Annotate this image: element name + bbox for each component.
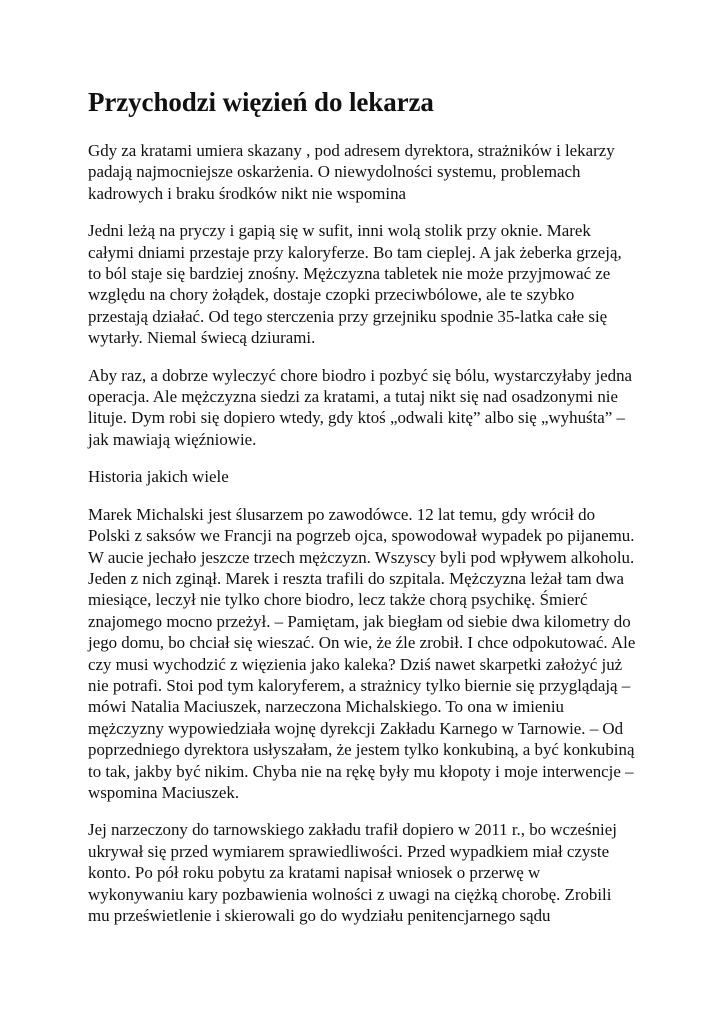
section-heading: Historia jakich wiele (88, 467, 229, 487)
body-paragraph: Marek Michalski jest ślusarzem po zawodówce. 12 lat temu, gdy wrócił do Polski z saksów we Francji na pogrzeb ojca, spowodował wypadek po pijanemu. W aucie jechało jeszcze trzech mężczyzn. Wszyscy byli pod wpływem alkoholu. Jeden z nich zginął. Marek i reszta trafili do szpitala. Mężczyzna leżał tam dwa miesiące, leczył nie tylko chore biodro, lecz także chorą psychikę. Śmierć znajomego mocno przeżył. – Pamiętam, jak biegłam od siebie dwa kilometry do jego domu, bo chciał się wieszać. On wie, że źle zrobił. I chce odpokutować. Ale czy musi wychodzić z więzienia jako kaleka? Dziś nawet skarpetki założyć już nie potrafi. Stoi pod tym kaloryferem, a strażnicy tylko biernie się przyglądają – mówi Natalia Maciuszek, narzeczona Michalskiego. To ona w imieniu mężczyzny wypowiedziała wojnę dyrekcji Zakładu Karnego w Tarnowie. – Od poprzedniego dyrektora usłyszałam, że jestem tylko konkubiną, a być konkubiną to tak, jakby być nikim. Chyba nie na rękę były mu kłopoty i moje interwencje – wspomina Maciuszek. (88, 504, 636, 802)
document-page (88, 84, 636, 942)
body-paragraph: Jedni leżą na pryczy i gapią się w sufit, inni wolą stolik przy oknie. Marek całymi dniami przestaje przy kaloryferze. Bo tam cieplej. A jak żeberka grzeją, to ból staje się bardziej znośny. Mężczyzna tabletek nie może przyjmować ze względu na chory żołądek, dostaje czopki przeciwbólowe, ale te szybko przestają działać. Od tego sterczenia przy grzejniku spodnie 35-latka całe się wytarły. Niemal świecą dziurami. (88, 221, 622, 348)
article-title: Przychodzi więzień do lekarza (88, 87, 434, 117)
body-paragraph: Aby raz, a dobrze wyleczyć chore biodro i pozbyć się bólu, wystarczyłaby jedna operacja. Ale mężczyzna siedzi za kratami, a tutaj nikt się nad osadzonymi nie lituje. Dym robi się dopiero wtedy, gdy ktoś „odwali kitę” albo się „wyhuśta” – jak mawiają więźniowie. (88, 365, 633, 449)
lead-paragraph: Gdy za kratami umiera skazany , pod adresem dyrektora, strażników i lekarzy padają najmocniejsze oskarżenia. O niewydolności systemu, problemach kadrowych i braku środków nikt nie wspomina (88, 141, 615, 203)
body-paragraph: Jej narzeczony do tarnowskiego zakładu trafił dopiero w 2011 r., bo wcześniej ukrywał się przed wymiarem sprawiedliwości. Przed wypadkiem miał czyste konto. Po pół roku pobytu za kratami napisał wniosek o przerwę w wykonywaniu kary pozbawienia wolności z uwagi na ciężką chorobę. Zrobili mu prześwietlenie i skierowali go do wydziału penitencjarnego sądu (88, 820, 617, 925)
